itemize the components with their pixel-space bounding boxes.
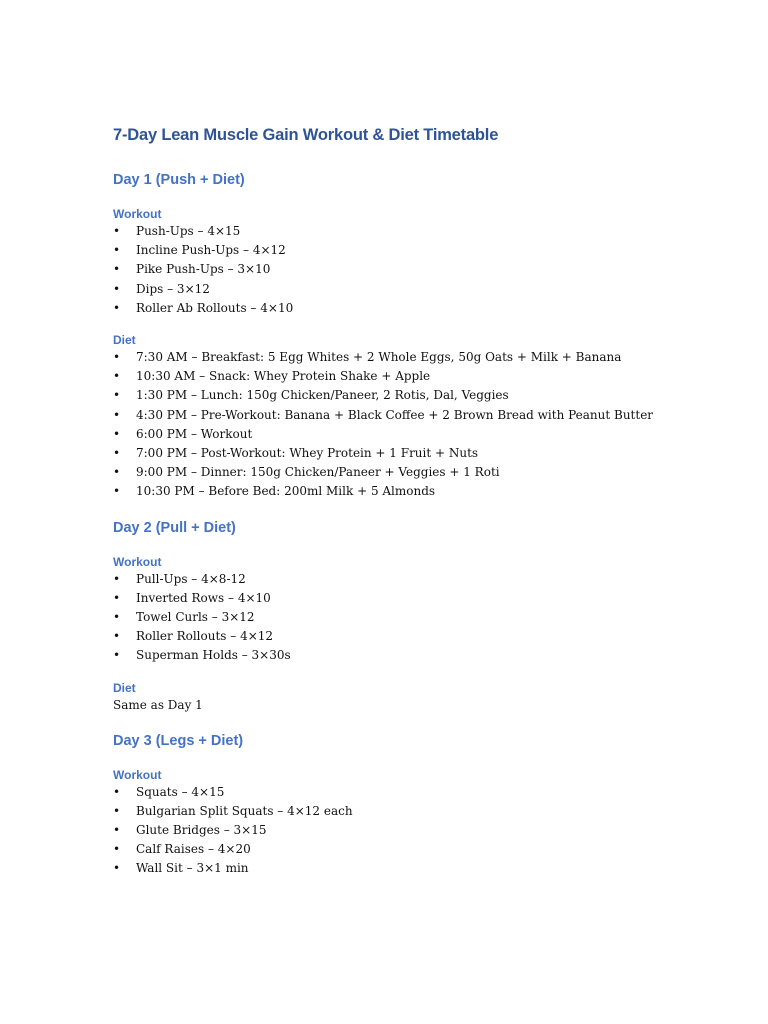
bullet-icon: • — [113, 224, 121, 238]
bullet-icon: • — [113, 262, 121, 277]
bullet-icon: • — [113, 388, 121, 403]
bullet-icon: • — [113, 243, 121, 258]
bullet-icon: • — [113, 803, 121, 818]
list-item: • 10:30 PM – Before Bed: 200ml Milk + 5 Almonds — [113, 482, 753, 501]
day-3-section — [113, 731, 753, 879]
list-item: • Wall Sit – 3×1 min — [113, 859, 753, 878]
list-item: • 10:30 AM – Snack: Whey Protein Shake + Apple — [113, 367, 753, 386]
day-1-diet-list — [113, 348, 753, 502]
day-2-workout-label: Workout — [113, 554, 162, 569]
list-item: • Towel Curls – 3×12 — [113, 608, 753, 627]
list-item: • Bulgarian Split Squats – 4×12 each — [113, 802, 753, 821]
bullet-icon: • — [113, 300, 121, 315]
bullet-icon: • — [113, 407, 121, 422]
bullet-icon: • — [113, 610, 121, 625]
list-item: • Inverted Rows – 4×10 — [113, 589, 753, 608]
bullet-icon: • — [113, 648, 121, 663]
day-2-heading: Day 2 (Pull + Diet) — [113, 519, 236, 536]
bullet-icon: • — [113, 484, 121, 499]
bullet-icon: • — [113, 784, 121, 799]
list-item: • Glute Bridges – 3×15 — [113, 821, 753, 840]
list-item: • 4:30 PM – Pre-Workout: Banana + Black Coffee + 2 Brown Bread with Peanut Butter — [113, 406, 753, 425]
list-item: • Push-Ups – 4×15 — [113, 222, 753, 241]
list-item: • Incline Push-Ups – 4×12 — [113, 241, 753, 260]
bullet-icon: • — [113, 350, 121, 365]
day-3-workout-label: Workout — [113, 767, 162, 782]
list-item: • Superman Holds – 3×30s — [113, 646, 753, 665]
document-title: 7-Day Lean Muscle Gain Workout & Diet Timetable — [113, 126, 499, 144]
list-item: • Pull-Ups – 4×8-12 — [113, 570, 753, 589]
list-item: • Squats – 4×15 — [113, 783, 753, 802]
day-3-workout-list — [113, 783, 753, 879]
day-2-section — [113, 518, 753, 715]
bullet-icon: • — [113, 842, 121, 857]
day-1-diet-label: Diet — [113, 333, 136, 348]
day-1-heading: Day 1 (Push + Diet) — [113, 172, 245, 188]
day-2-workout-list — [113, 570, 753, 666]
list-item: • Roller Ab Rollouts – 4×10 — [113, 299, 753, 318]
day-1-workout-label: Workout — [113, 207, 162, 221]
list-item: • 7:00 PM – Post-Workout: Whey Protein + 1 Fruit + Nuts — [113, 444, 753, 463]
list-item: • Calf Raises – 4×20 — [113, 840, 753, 859]
list-item: • Dips – 3×12 — [113, 280, 753, 299]
bullet-icon: • — [113, 590, 121, 605]
list-item: • Roller Rollouts – 4×12 — [113, 627, 753, 646]
day-2-diet-note: Same as Day 1 — [113, 697, 203, 712]
bullet-icon: • — [113, 823, 121, 838]
bullet-icon: • — [113, 571, 121, 586]
bullet-icon: • — [113, 861, 121, 876]
bullet-icon: • — [113, 629, 121, 644]
day-3-heading: Day 3 (Legs + Diet) — [113, 732, 244, 749]
day-2-diet-label: Diet — [113, 680, 136, 695]
day-1-workout-list — [113, 222, 753, 318]
bullet-icon: • — [113, 426, 121, 441]
document-body — [113, 124, 753, 879]
day-1-section — [113, 170, 753, 502]
list-item: • 6:00 PM – Workout — [113, 425, 753, 444]
bullet-icon: • — [113, 446, 121, 461]
list-item: • Pike Push-Ups – 3×10 — [113, 260, 753, 279]
bullet-icon: • — [113, 369, 121, 384]
bullet-icon: • — [113, 281, 121, 296]
list-item: • 1:30 PM – Lunch: 150g Chicken/Paneer, 2 Rotis, Dal, Veggies — [113, 386, 753, 405]
list-item: • 7:30 AM – Breakfast: 5 Egg Whites + 2 Whole Eggs, 50g Oats + Milk + Banana — [113, 348, 753, 367]
bullet-icon: • — [113, 465, 121, 480]
list-item: • 9:00 PM – Dinner: 150g Chicken/Paneer + Veggies + 1 Roti — [113, 463, 753, 482]
